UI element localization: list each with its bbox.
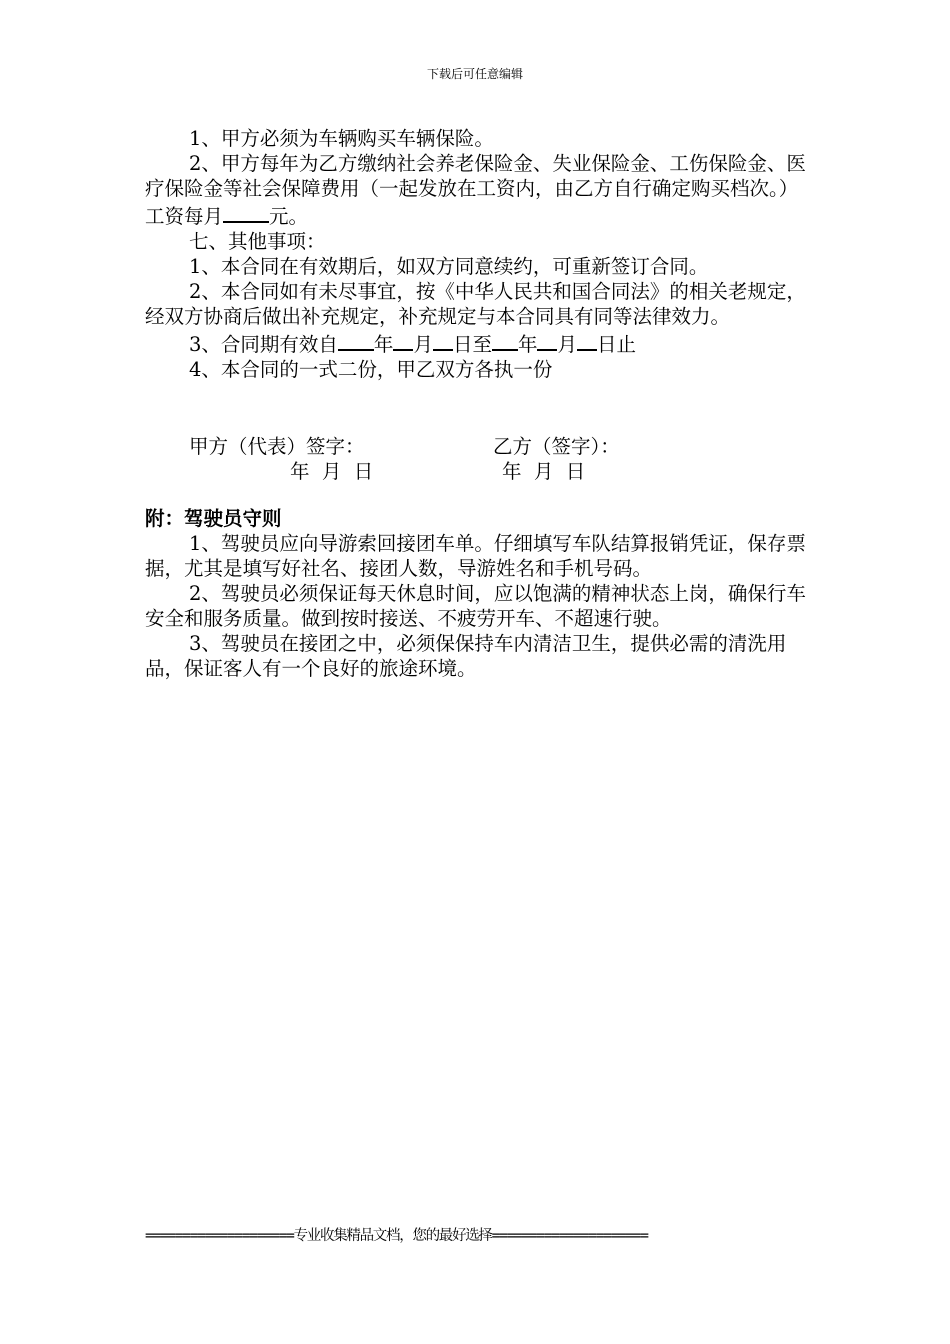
clause-insurance-vehicle: 1、甲方必须为车辆购买车辆保险。 [189, 127, 494, 150]
page-header: 下载后可任意编辑 [426, 67, 523, 81]
start-month-unit: 月 [413, 333, 433, 356]
start-month-blank [393, 329, 413, 351]
clause-term [145, 329, 815, 357]
clause-social-insurance-text: 2、甲方每年为乙方缴纳社会养老保险金、失业保险金、工伤保险金、医疗保险金等社会保障费用（一起发放在工资内，由乙方自行确定购买档次。）工资每月 [145, 152, 806, 228]
salary-blank [223, 201, 269, 223]
start-year-unit: 年 [373, 333, 394, 356]
section-other-matters: 七、其他事项： [189, 230, 326, 253]
party-b-signature-label: 乙方（签字）： [493, 435, 620, 458]
page-footer: ====================专业收集精品文档，您的最好选择===================== [145, 1228, 648, 1244]
appendix-item: 3、驾驶员在接团之中，必须保保持车内清洁卫生，提供必需的清洗用品，保证客人有一个良好的旅途环境。 [145, 632, 787, 680]
end-month-blank [537, 329, 557, 351]
appendix-item: 2、驾驶员必须保证每天休息时间，应以饱满的精神状态上岗，确保行车安全和服务质量。做到按时接送、不疲劳开车、不超速行驶。 [145, 582, 806, 630]
clause-supplement: 2、本合同如有未尽事宜，按《中华人民共和国合同法》的相关老规定，经双方协商后做出补充规定，补充规定与本合同具有同等法律效力。 [145, 280, 806, 328]
end-year-blank [492, 329, 518, 351]
term-label: 3、合同期有效自 [189, 333, 338, 356]
clause-copies: 4、本合同的一式二份，甲乙双方各执一份 [189, 358, 553, 381]
start-year-blank [338, 329, 374, 351]
end-day-blank [577, 329, 597, 351]
clause-renewal: 1、本合同在有效期后，如双方同意续约，可重新签订合同。 [189, 255, 709, 278]
signature-block [145, 434, 815, 484]
party-a-date: 年 月 日 [290, 460, 374, 483]
clause-social-insurance [145, 151, 815, 229]
contract-body [145, 126, 815, 681]
end-month-unit: 月 [557, 333, 577, 356]
start-day-unit: 日至 [452, 333, 492, 356]
end-year-unit: 年 [517, 333, 538, 356]
start-day-blank [433, 329, 453, 351]
appendix-title: 附：驾驶员守则 [145, 507, 282, 530]
appendix-item: 1、驾驶员应向导游索回接团车单。仔细填写车队结算报销凭证，保存票据，尤其是填写好社名、接团人数，导游姓名和手机号码。 [145, 532, 806, 580]
signature-row [145, 434, 815, 459]
party-b-date: 年 月 日 [502, 460, 586, 483]
party-a-signature-label: 甲方（代表）签字： [189, 435, 365, 458]
date-row [145, 459, 815, 484]
clause-social-insurance-unit: 元。 [269, 205, 309, 228]
end-day-unit: 日止 [597, 333, 637, 356]
